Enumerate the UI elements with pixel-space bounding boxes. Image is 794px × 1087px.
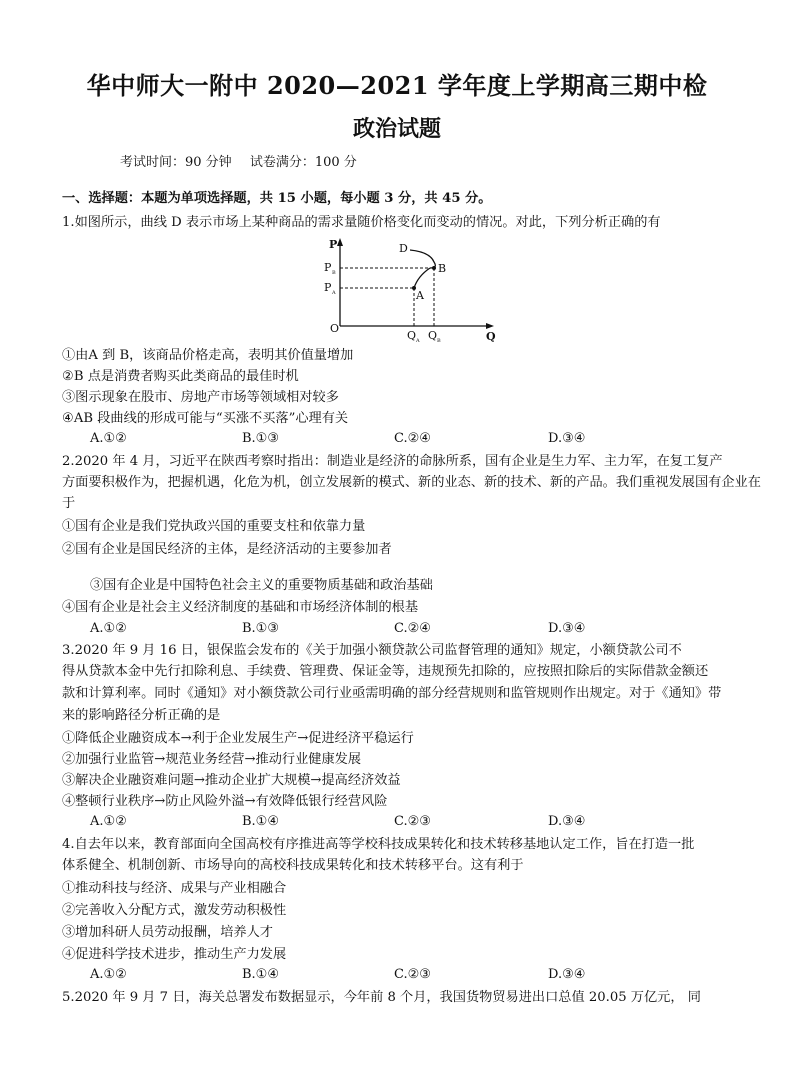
q1-option-b: B.①③: [242, 431, 279, 446]
q1-option-d: D.③④: [548, 431, 586, 446]
q4-option-d: D.③④: [548, 967, 586, 982]
point-b-dot: [432, 266, 436, 270]
q1-option-a: A.①②: [90, 431, 127, 446]
q4-option-c: C.②③: [394, 967, 431, 982]
exam-meta: [120, 151, 371, 170]
q3-option-b: B.①④: [242, 814, 279, 829]
q1-stem: 1.如图所示，曲线 D 表示市场上某种商品的需求量随价格变化而变动的情况。对此，下列分析正确的有: [62, 215, 661, 230]
axis-q-label: Q: [486, 330, 496, 343]
q3-item-4: ④整顿行业秩序→防止风险外溢→有效降低银行经营风险: [62, 794, 388, 809]
q3-item-3: ③解决企业融资难问题→推动企业扩大规模→提高经济效益: [62, 773, 401, 788]
q2-option-b: B.①③: [242, 621, 279, 636]
origin-label: O: [330, 322, 340, 335]
q1-item-2: ②B 点是消费者购买此类商品的最佳时机: [62, 369, 299, 384]
q1-item-3: ③图示现象在股市、房地产市场等领域相对较多: [62, 390, 339, 405]
q2-item-3: ③国有企业是中国特色社会主义的重要物质基础和政治基础: [90, 578, 433, 593]
qa-label: Q: [407, 329, 417, 342]
curve-d-label: D: [399, 242, 408, 255]
qb-label: Q: [428, 329, 438, 342]
q2-item-2: ②国有企业是国民经济的主体，是经济活动的主要参加者: [62, 542, 392, 557]
q2-options: [90, 621, 610, 641]
q3-item-2: ②加强行业监管→规范业务经营→推动行业健康发展: [62, 752, 362, 767]
point-b-label: B: [438, 262, 447, 275]
q4-option-b: B.①④: [242, 967, 279, 982]
q4-item-2: ②完善收入分配方式，激发劳动积极性: [62, 903, 287, 918]
q2-option-c: C.②④: [394, 621, 431, 636]
q4-item-3: ③增加科研人员劳动报酬，培养人才: [62, 925, 273, 940]
q4-stem-2: 体系健全、机制创新、市场导向的高校科技成果转化和技术转移平台。这有利于: [62, 858, 524, 873]
pa-label: P: [324, 281, 332, 294]
q3-option-d: D.③④: [548, 814, 586, 829]
q2-item-1: ①国有企业是我们党执政兴国的重要支柱和依靠力量: [62, 519, 366, 534]
q3-stem-1: 3.2020 年 9 月 16 日，银保监会发布的《关于加强小额贷款公司监督管理的通知》规定，小额贷款公司不: [62, 643, 682, 658]
pb-label: P: [324, 261, 332, 274]
y-axis-arrow: [337, 238, 343, 246]
full-score: 试卷满分：100 分: [249, 155, 357, 170]
exam-title: 华中师大一附中 2020—2021 学年度上学期高三期中检: [86, 71, 708, 100]
q1-item-4: ④AB 段曲线的形成可能与“买涨不买落”心理有关: [62, 411, 349, 426]
q3-stem-3: 款和计算利率。同时《通知》对小额贷款公司行业亟需明确的部分经营规则和监管规则作出规定。对于《通知》带: [62, 686, 722, 701]
q4-item-1: ①推动科技与经济、成果与产业相融合: [62, 881, 287, 896]
q3-option-a: A.①②: [90, 814, 127, 829]
qa-sub: A: [416, 338, 420, 344]
q3-stem-4: 来的影响路径分析正确的是: [62, 708, 221, 723]
curve-d: [410, 250, 435, 268]
pb-sub: B: [332, 270, 336, 276]
q3-stem-2: 得从贷款本金中先行扣除利息、手续费、管理费、保证金等，违规预先扣除的，应按照扣除后的实际借款金额还: [62, 664, 709, 679]
q4-options: [90, 967, 610, 987]
q2-option-a: A.①②: [90, 621, 127, 636]
exam-time: 考试时间：90 分钟: [120, 155, 232, 170]
q1-item-1: ①由A 到 B，该商品价格走高，表明其价值量增加: [62, 348, 354, 363]
point-a-label: A: [416, 289, 424, 302]
pa-sub: A: [332, 290, 336, 296]
axis-p-label: P: [329, 238, 338, 251]
supply-demand-figure: [318, 236, 500, 344]
q2-item-4: ④国有企业是社会主义经济制度的基础和市场经济体制的根基: [62, 600, 419, 615]
q4-stem-1: 4.自去年以来，教育部面向全国高校有序推进高等学校科技成果转化和技术转移基地认定工作，旨在打造一批: [62, 837, 695, 852]
q5-stem-1: 5.2020 年 9 月 7 日，海关总署发布数据显示，今年前 8 个月，我国货物贸易进出口总值 20.05 万亿元， 同: [62, 990, 701, 1005]
q2-stem-3: 于: [62, 496, 76, 511]
q2-stem-2: 方面要积极作为，把握机遇，化危为机，创立发展新的模式、新的业态、新的技术、新的产品。我们重视发展国有企业在: [62, 475, 761, 490]
qb-sub: B: [437, 338, 441, 344]
q3-options: [90, 814, 610, 834]
q2-stem-1: 2.2020 年 4 月，习近平在陕西考察时指出：制造业是经济的命脉所系，国有企业是生力军、主力军，在复工复产: [62, 454, 723, 469]
q1-options: [90, 431, 610, 451]
q2-option-d: D.③④: [548, 621, 586, 636]
section-heading: 一、选择题：本题为单项选择题，共 15 小题，每小题 3 分，共 45 分。: [62, 191, 492, 206]
exam-subject: 政治试题: [352, 116, 441, 142]
q1-option-c: C.②④: [394, 431, 431, 446]
q3-option-c: C.②③: [394, 814, 431, 829]
q3-item-1: ①降低企业融资成本→利于企业发展生产→促进经济平稳运行: [62, 731, 414, 746]
q4-option-a: A.①②: [90, 967, 127, 982]
curve-d-lower: [414, 268, 430, 288]
q4-item-4: ④促进科学技术进步，推动生产力发展: [62, 947, 287, 962]
x-axis-arrow: [486, 323, 494, 329]
